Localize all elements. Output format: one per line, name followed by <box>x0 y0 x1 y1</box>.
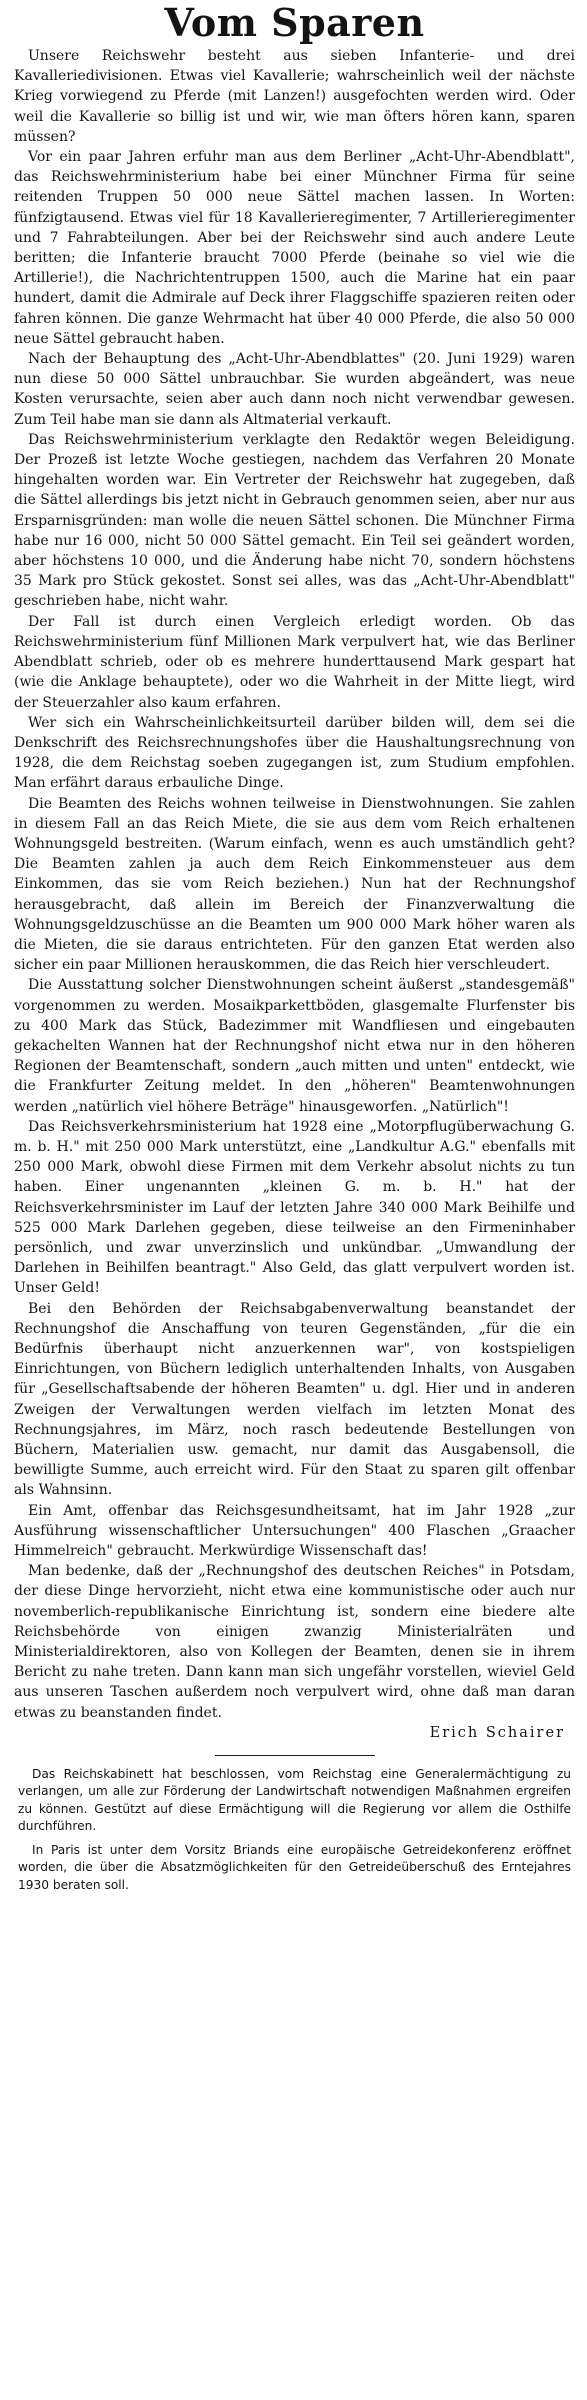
article-paragraph: Die Beamten des Reichs wohnen teilweise in Dienstwohnungen. Sie zahlen in diesem Fall an das Reich Miete, die sie aus dem vom Reich erhaltenen Wohnungsgeld bestreiten. (Warum einfach, wenn es auch umständlich geht? Die Beamten zahlen ja auch dem Reich Einkommensteuer aus dem Einkommen, das sie vom Reich beziehen.) Nun hat der Rechnungshof herausgebracht, daß allein im Bereich der Finanzverwaltung die Wohnungsgeldzuschüsse an die Beamten um 900 000 Mark höher waren als die Mieten, die sie daraus entrichteten. Für den ganzen Etat werden also sicher ein paar Millionen herauskommen, die das Reich hier verschleudert. <box>14 795 575 974</box>
section-divider <box>215 1755 375 1756</box>
article-paragraph: Der Fall ist durch einen Vergleich erledigt worden. Ob das Reichswehrministerium fünf Millionen Mark verpulvert hat, wie das Berliner Abendblatt schrieb, oder ob es mehrere hunderttausend Mark gespart hat (wie die Anklage behauptete), oder wo die Wahrheit in der Mitte liegt, wird der Steuerzahler also kaum erfahren. <box>14 613 575 711</box>
news-briefs <box>14 1766 575 1895</box>
article-paragraph: Man bedenke, daß der „Rechnungshof des deutschen Reiches" in Potsdam, der diese Dinge hervorzieht, nicht etwa eine kommunistische oder auch nur novemberlich-republikanische Einrichtung ist, sondern eine biedere alte Reichsbehörde von einigen zwanzig Ministerialräten und Ministerialdirektoren, also von Kollegen der Beamten, denen sie in ihrem Bericht zu nahe treten. Dann kann man sich ungefähr vorstellen, wieviel Geld aus unseren Taschen außerdem noch verpulvert wird, ohne daß man daran etwas zu beanstanden findet. <box>14 1563 575 1721</box>
article-paragraph: Bei den Behörden der Reichsabgabenverwaltung beanstandet der Rechnungshof die Anschaffung von teuren Gegenständen, „für die ein Bedürfnis überhaupt nicht anzuerkennen war", von kostspieligen Einrichtungen, von Büchern lediglich unterhaltenden Inhalts, von Ausgaben für „Gesellschaftsabende der höheren Beamten" u. dgl. Hier und in anderen Zweigen der Verwaltungen werden vielfach im letzten Monat des Rechnungsjahres, im März, noch rasch bedeutende Bestellungen von Büchern, Materialien usw. gemacht, nur damit das Ausgabensoll, die bewilligte Summe, auch erreicht wird. Für den Staat zu sparen gilt offenbar als Wahnsinn. <box>14 1300 575 1499</box>
article-paragraph: Vor ein paar Jahren erfuhr man aus dem Berliner „Acht-Uhr-Abendblatt", das Reichswehrministerium habe bei einer Münchner Firma für seine reitenden Truppen 50 000 neue Sättel machen lassen. In Worten: fünfzigtausend. Etwas viel für 18 Kavallerieregimenter, 7 Artillerieregimenter und 7 Fahrabteilungen. Aber bei der Reichswehr sind auch andere Leute beritten; die Infanterie braucht 7000 Pferde (beinahe so viel wie die Artillerie!), die Nachrichtentruppen 1500, auch die Marine hat ein paar hundert, damit die Admirale auf Deck ihrer Flaggschiffe spazieren reiten oder fahren können. Die ganze Wehrmacht hat über 40 000 Pferde, die also 50 000 neue Sättel gebraucht haben. <box>14 149 575 347</box>
article-paragraph: Die Ausstattung solcher Dienstwohnungen scheint äußerst „standesgemäß" vorgenommen zu werden. Mosaikparkettböden, glasgemalte Flurfenster bis zu 400 Mark das Stück, Badezimmer mit Wandfliesen und eingebauten gekachelten Wannen hat der Rechnungshof nicht etwa nur in den höheren Regionen der Beamtenschaft, sondern „auch mitten und unten" entdeckt, wie die Frankfurter Zeitung meldet. In den „höheren" Beamtenwohnungen werden „natürlich viel höhere Beträge" hinausgeworfen. „Natürlich"! <box>14 977 575 1115</box>
article-title: Vom Sparen <box>164 0 425 45</box>
article-paragraph: Nach der Behauptung des „Acht-Uhr-Abendblattes" (20. Juni 1929) waren nun diese 50 000 Sättel unbrauchbar. Sie wurden abgeändert, was neue Kosten verursachte, seien aber auch dann noch nicht verwendbar gewesen. Zum Teil habe man sie dann als Altmaterial verkauft. <box>14 351 575 428</box>
article-author: Erich Schairer <box>429 1724 565 1741</box>
news-item: In Paris ist unter dem Vorsitz Briands eine europäische Getreidekonferenz eröffnet worden, die über die Absatzmöglichkeiten für den Getreideüberschuß des Erntejahres 1930 beraten soll. <box>18 1842 571 1892</box>
article-paragraph: Unsere Reichswehr besteht aus sieben Infanterie- und drei Kavalleriedivisionen. Etwas viel Kavallerie; wahrscheinlich weil der nächste Krieg vorwiegend zu Pferde (mit Lanzen!) ausgefochten werden wird. Oder weil die Kavallerie so billig ist und wir, wie man öfters hören kann, sparen müssen? <box>14 48 575 145</box>
article-paragraph: Ein Amt, offenbar das Reichsgesundheitsamt, hat im Jahr 1928 „zur Ausführung wissenschaftlicher Untersuchungen" 400 Flaschen „Graacher Himmelreich" gebraucht. Merkwürdige Wissenschaft das! <box>14 1502 575 1560</box>
article-body <box>14 46 575 1743</box>
news-item: Das Reichskabinett hat beschlossen, vom Reichstag eine Generalermächtigung zu verlangen, um alle zur Förderung der Landwirtschaft notwendigen Maßnahmen ergreifen zu können. Gestützt auf diese Ermächtigung will die Regierung vor allem die Osthilfe durchführen. <box>18 1766 571 1834</box>
article-paragraph: Das Reichsverkehrsministerium hat 1928 eine „Motorpflugüberwachung G. m. b. H." mit 250 000 Mark unterstützt, eine „Landkultur A.G." ebenfalls mit 250 000 Mark, obwohl diese Firmen mit dem Verkehr absolut nichts zu tun haben. Einer ungenannten „kleinen G. m. b. H." hat der Reichsverkehrsminister im Lauf der letzten Jahre 340 000 Mark Beihilfe und 525 000 Mark Darlehen gegeben, diese teilweise an den Firmeninhaber persönlich, und zwar unverzinslich und unkündbar. „Umwandlung der Darlehen in Beihilfen beantragt." Also Geld, das glatt verpulvert worden ist. Unser Geld! <box>14 1118 575 1297</box>
article-paragraph: Wer sich ein Wahrscheinlichkeitsurteil darüber bilden will, dem sei die Denkschrift des Reichsrechnungshofes über die Haushaltungsrechnung von 1928, die dem Reichstag soeben zugegangen ist, zum Studium empfohlen. Man erfährt daraus erbauliche Dinge. <box>14 714 575 792</box>
article-paragraph: Das Reichswehrministerium verklagte den Redaktör wegen Beleidigung. Der Prozeß ist letzte Woche gestiegen, nachdem das Verfahren 20 Monate hingehalten worden war. Ein Vertreter der Reichswehr hat zugegeben, daß die Sättel allerdings bis jetzt nicht in Gebrauch genommen seien, aber nur aus Ersparnisgründen: man wolle die neuen Sättel schonen. Die Münchner Firma habe nur 16 000, nicht 50 000 Sättel gemacht. Ein Teil sei geändert worden, aber höchstens 10 000, und die Änderung habe nicht 70, sondern höchstens 35 Mark pro Stück gekostet. Sonst sei alles, was das „Acht-Uhr-Abendblatt" geschrieben habe, nicht wahr. <box>14 431 575 610</box>
